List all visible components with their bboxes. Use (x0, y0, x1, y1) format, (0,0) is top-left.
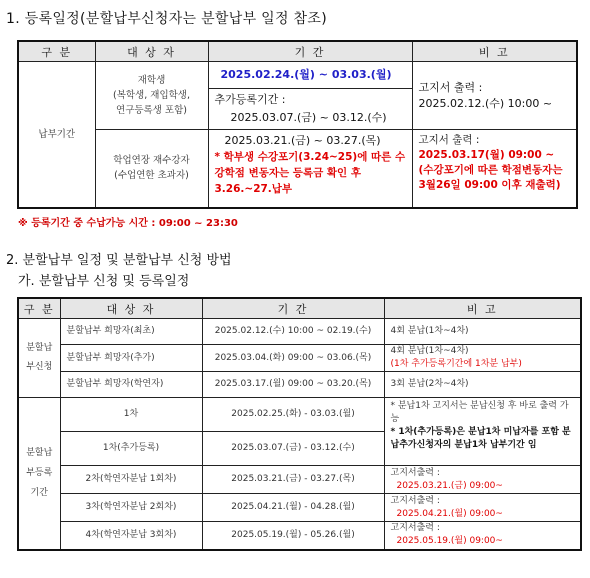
period-cell: 2025.05.19.(월) - 05.26.(월) (202, 522, 384, 550)
merged-note-cell (384, 398, 581, 466)
period-cell: 2025.03.04.(화) 09:00 ~ 03.06.(목) (202, 345, 384, 372)
note-red-text: 2025.03.21.(금) 09:00~ (396, 480, 503, 491)
installment-schedule-table (17, 297, 582, 551)
section1-heading: 1. 등록일정(분할납부신청자는 분할납부 일정 참조) (6, 11, 327, 27)
target-line: 재학생 (137, 75, 166, 86)
header-period: 기 간 (208, 41, 412, 62)
table-header-row (18, 41, 577, 62)
group1-label: 분할납부신청 (18, 319, 60, 398)
header-category: 구 분 (18, 41, 95, 62)
period-cell: 2025.03.07.(금) - 03.12.(수) (202, 432, 384, 466)
note-red-text: 2025.04.21.(월) 09:00~ (396, 508, 503, 519)
group-label: 납부기간 (18, 62, 95, 208)
period-cell: 2025.03.17.(월) 09:00 ~ 03.20.(목) (202, 372, 384, 398)
period-main: 2025.03.21.(금) ~ 03.27.(목) (224, 134, 381, 147)
period-main: 2025.02.24.(월) ~ 03.03.(월) (220, 68, 392, 81)
period-extra-label: 추가등록기간 : (209, 88, 412, 107)
table-row (18, 398, 581, 432)
section2-subheading: 가. 분할납부 신청 및 등록일정 (18, 274, 190, 289)
note-date: 2025.02.12.(수) 10:00 ~ (418, 96, 553, 110)
note-extra: (수강포기에 따른 학점변동자는 3월26일 09:00 이후 재출력) (418, 164, 563, 191)
period-cell: 2025.04.21.(월) - 04.28.(월) (202, 494, 384, 522)
period-cell: 2025.03.21.(금) - 03.27.(목) (202, 466, 384, 494)
note-cell (384, 345, 581, 372)
target-line: 학업연장 재수강자 (113, 155, 190, 167)
header-period: 기 간 (202, 298, 384, 319)
target-cell (95, 62, 208, 130)
note-date: 2025.03.17(월) 09:00 ~ (418, 149, 555, 161)
note-cell (384, 319, 581, 345)
note-cell (412, 62, 577, 130)
note-text: 고지서출력 : (390, 523, 440, 534)
target-cell: 2차(학연자분납 1회차) (60, 466, 202, 494)
note-text: 고지서출력 : (390, 495, 440, 506)
note-cell (384, 522, 581, 550)
note-cell (384, 372, 581, 398)
table-row (18, 494, 581, 522)
target-cell: 3차(학연자분납 2회차) (60, 494, 202, 522)
target-cell: 분할납부 희망자(학연자) (60, 372, 202, 398)
header-category: 구 분 (18, 298, 60, 319)
period-extra: 2025.03.07.(금) ~ 03.12.(수) (230, 111, 387, 124)
note-cell (384, 494, 581, 522)
note-label: 고지서 출력 : (418, 134, 480, 146)
table-row (18, 466, 581, 494)
target-cell: 분할납부 희망자(최초) (60, 319, 202, 345)
note-cell (384, 466, 581, 494)
period-warning: * 학부생 수강포기(3.24~25)에 따른 수강학점 변동자는 등록금 확인 후 3.26.~27.납부 (214, 151, 406, 195)
period-cell (208, 62, 412, 130)
period-cell: 2025.02.12.(수) 10:00 ~ 02.19.(수) (202, 319, 384, 345)
target-cell: 4차(학연자분납 3회차) (60, 522, 202, 550)
note-text: 4회 분납(1차~4차) (390, 346, 469, 356)
note-text: 고지서출력 : (390, 467, 440, 478)
header-note: 비 고 (384, 298, 581, 319)
table-row (18, 522, 581, 550)
target-line: (복학생, 재입학생, (112, 90, 190, 101)
merged-note-1: * 분납1차 고지서는 분납신청 후 바로 출력 가능 (390, 401, 569, 424)
target-line: (수업연한 초과자) (114, 170, 189, 182)
table-row (18, 372, 581, 398)
target-cell (95, 130, 208, 208)
period-cell: 2025.02.25.(화) - 03.03.(월) (202, 398, 384, 432)
table-row (18, 130, 577, 208)
note-red-text: 2025.05.19.(월) 09:00~ (396, 536, 503, 547)
footnote: ※ 등록기간 중 수납가능 시간 : 09:00 ~ 23:30 (18, 218, 238, 229)
merged-note-2: * 1차(추가등록)은 분납1차 미납자를 포함 분납추가신청자의 분납1차 납부기간 임 (390, 427, 571, 450)
note-text: 3회 분납(2차~4차) (390, 379, 469, 389)
header-target: 대 상 자 (60, 298, 202, 319)
header-note: 비 고 (412, 41, 577, 62)
target-cell: 1차(추가등록) (60, 432, 202, 466)
section2-heading: 2. 분할납부 일정 및 분할납부 신청 방법 (6, 253, 232, 268)
target-cell: 분할납부 희망자(추가) (60, 345, 202, 372)
table-row (18, 319, 581, 345)
note-red-text: (1차 추가등록기간에 1차분 납부) (390, 359, 522, 369)
note-text: 4회 분납(1차~4차) (390, 326, 469, 336)
header-target: 대 상 자 (95, 41, 208, 62)
target-line: 연구등록생 포함) (116, 105, 187, 116)
table-row (18, 345, 581, 372)
period-cell (208, 130, 412, 208)
table-header-row (18, 298, 581, 319)
note-label: 고지서 출력 : (418, 80, 483, 94)
note-cell (412, 130, 577, 208)
registration-schedule-table (17, 40, 578, 209)
group2-label: 분할납부등록기간 (18, 398, 60, 550)
target-cell: 1차 (60, 398, 202, 432)
table-row (18, 62, 577, 130)
